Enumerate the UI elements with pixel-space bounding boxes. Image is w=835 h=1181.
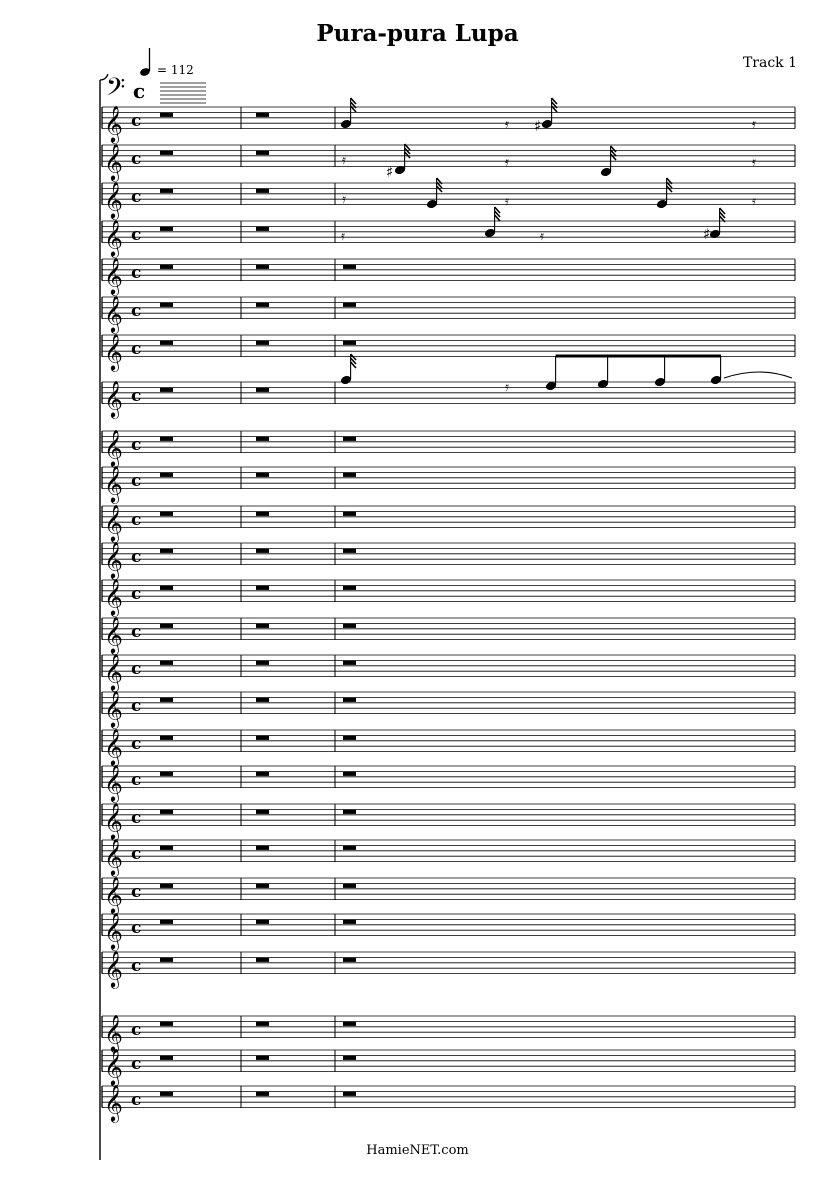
whole-rest bbox=[160, 437, 173, 441]
tie bbox=[724, 372, 792, 378]
time-signature: c bbox=[131, 696, 142, 717]
time-signature: c bbox=[131, 808, 142, 829]
staff-12 bbox=[102, 541, 795, 580]
staff-21 bbox=[102, 876, 795, 915]
treble-clef-icon: 𝄞 bbox=[104, 218, 123, 257]
whole-rest bbox=[160, 512, 173, 516]
rest-icon: 𝄿 bbox=[505, 155, 509, 170]
whole-rest bbox=[160, 113, 173, 117]
whole-rest bbox=[160, 151, 173, 155]
whole-rest bbox=[160, 661, 173, 665]
treble-clef-icon: 𝄞 bbox=[104, 949, 123, 988]
staff-6 bbox=[102, 295, 795, 334]
whole-rest bbox=[343, 1092, 356, 1096]
staff-26 bbox=[102, 1084, 795, 1123]
treble-clef-icon: 𝄞 bbox=[104, 294, 123, 333]
bass-clef-icon: 𝄢 bbox=[106, 73, 126, 108]
treble-clef-icon: 𝄞 bbox=[104, 1083, 123, 1122]
whole-rest bbox=[343, 512, 356, 516]
staff-5 bbox=[102, 257, 795, 296]
staff-20 bbox=[102, 838, 795, 877]
whole-rest bbox=[343, 920, 356, 924]
treble-clef-icon: 𝄞 bbox=[104, 837, 123, 876]
score-title: Pura-pura Lupa bbox=[316, 20, 519, 47]
time-signature: c bbox=[131, 339, 142, 360]
whole-rest bbox=[343, 846, 356, 850]
treble-clef-icon: 𝄞 bbox=[104, 379, 123, 418]
whole-rest bbox=[256, 113, 269, 117]
treble-clef-icon: 𝄞 bbox=[104, 104, 123, 143]
time-signature: c bbox=[131, 225, 142, 246]
rest-icon: 𝄿 bbox=[341, 229, 345, 244]
time-signature: c bbox=[131, 770, 142, 791]
whole-rest bbox=[160, 736, 173, 740]
whole-rest bbox=[343, 303, 356, 307]
whole-rest bbox=[256, 227, 269, 231]
whole-rest bbox=[256, 586, 269, 590]
whole-rest bbox=[160, 1092, 173, 1096]
time-signature: c bbox=[131, 471, 142, 492]
staff-9 bbox=[102, 429, 795, 468]
track-label: Track 1 bbox=[742, 55, 797, 71]
treble-clef-icon: 𝄞 bbox=[104, 503, 123, 542]
time-signature: c bbox=[133, 79, 146, 103]
time-signature: c bbox=[131, 622, 142, 643]
whole-rest bbox=[256, 303, 269, 307]
whole-rest bbox=[343, 586, 356, 590]
staff-3 bbox=[102, 181, 795, 220]
whole-rest bbox=[160, 586, 173, 590]
whole-rest bbox=[256, 473, 269, 477]
whole-rest bbox=[256, 884, 269, 888]
rest-icon: 𝄿 bbox=[505, 194, 509, 209]
whole-rest bbox=[343, 473, 356, 477]
whole-rest bbox=[160, 810, 173, 814]
whole-rest bbox=[256, 341, 269, 345]
treble-clef-icon: 𝄞 bbox=[104, 464, 123, 503]
sharp-icon: ♯ bbox=[386, 163, 394, 181]
whole-rest bbox=[256, 846, 269, 850]
whole-rest bbox=[256, 920, 269, 924]
whole-rest bbox=[343, 549, 356, 553]
whole-rest bbox=[160, 772, 173, 776]
time-signature: c bbox=[131, 734, 142, 755]
whole-rest bbox=[256, 772, 269, 776]
whole-rest bbox=[160, 265, 173, 269]
treble-clef-icon: 𝄞 bbox=[104, 875, 123, 914]
staff-17 bbox=[102, 728, 795, 767]
whole-rest bbox=[343, 884, 356, 888]
treble-clef-icon: 𝄞 bbox=[104, 180, 123, 219]
time-signature: c bbox=[131, 1054, 142, 1075]
whole-rest bbox=[160, 624, 173, 628]
whole-rest bbox=[343, 698, 356, 702]
treble-clef-icon: 𝄞 bbox=[104, 540, 123, 579]
time-signature: c bbox=[131, 844, 142, 865]
time-signature: c bbox=[131, 263, 142, 284]
time-signature: c bbox=[131, 547, 142, 568]
time-signature: c bbox=[131, 187, 142, 208]
rest-icon: 𝄿 bbox=[505, 380, 509, 395]
treble-clef-icon: 𝄞 bbox=[104, 1047, 123, 1086]
whole-rest bbox=[256, 661, 269, 665]
whole-rest bbox=[160, 958, 173, 962]
time-signature: c bbox=[131, 435, 142, 456]
bass-staff bbox=[106, 73, 206, 108]
staff-19 bbox=[102, 802, 795, 841]
tempo-value: = 112 bbox=[157, 63, 194, 77]
time-signature: c bbox=[131, 301, 142, 322]
whole-rest bbox=[256, 1056, 269, 1060]
whole-rest bbox=[343, 341, 356, 345]
whole-rest bbox=[256, 1022, 269, 1026]
whole-rest bbox=[160, 920, 173, 924]
staff-14 bbox=[102, 616, 795, 655]
staff-8 bbox=[102, 380, 795, 419]
rest-icon: 𝄿 bbox=[540, 229, 544, 244]
staff-group bbox=[102, 105, 795, 1123]
treble-clef-icon: 𝄞 bbox=[104, 577, 123, 616]
staff-18 bbox=[102, 764, 795, 803]
staff-11 bbox=[102, 504, 795, 543]
footer-credit: HamieNET.com bbox=[366, 1143, 469, 1158]
time-signature: c bbox=[131, 1090, 142, 1111]
whole-rest bbox=[160, 388, 173, 392]
staff-10 bbox=[102, 465, 795, 504]
staff-16 bbox=[102, 690, 795, 729]
whole-rest bbox=[256, 810, 269, 814]
rest-icon: 𝄿 bbox=[752, 155, 756, 170]
staff-13 bbox=[102, 578, 795, 617]
whole-rest bbox=[256, 1092, 269, 1096]
whole-rest bbox=[160, 341, 173, 345]
whole-rest bbox=[256, 437, 269, 441]
staff-25 bbox=[102, 1048, 795, 1087]
time-signature: c bbox=[131, 584, 142, 605]
rest-icon: 𝄿 bbox=[342, 153, 346, 168]
whole-rest bbox=[256, 151, 269, 155]
treble-clef-icon: 𝄞 bbox=[104, 689, 123, 728]
whole-rest bbox=[256, 736, 269, 740]
staff-23 bbox=[102, 950, 795, 989]
whole-rest bbox=[160, 303, 173, 307]
treble-clef-icon: 𝄞 bbox=[104, 256, 123, 295]
rest-icon: 𝄿 bbox=[505, 117, 509, 132]
whole-rest bbox=[343, 1022, 356, 1026]
whole-rest bbox=[256, 388, 269, 392]
whole-rest bbox=[256, 958, 269, 962]
whole-rest bbox=[256, 624, 269, 628]
whole-rest bbox=[343, 437, 356, 441]
staff-4 bbox=[102, 219, 795, 258]
note-group bbox=[340, 98, 792, 395]
whole-rest bbox=[343, 736, 356, 740]
treble-clef-icon: 𝄞 bbox=[104, 801, 123, 840]
staff-15 bbox=[102, 653, 795, 692]
staff-24 bbox=[102, 1014, 795, 1053]
whole-rest bbox=[343, 1056, 356, 1060]
rest-icon: 𝄿 bbox=[342, 192, 346, 207]
whole-rest bbox=[160, 227, 173, 231]
time-signature: c bbox=[131, 882, 142, 903]
treble-clef-icon: 𝄞 bbox=[104, 763, 123, 802]
time-signature: c bbox=[131, 149, 142, 170]
sharp-icon: ♯ bbox=[703, 225, 711, 243]
tempo-marking bbox=[139, 48, 194, 77]
time-signature: c bbox=[131, 1020, 142, 1041]
whole-rest bbox=[343, 265, 356, 269]
whole-rest bbox=[160, 846, 173, 850]
whole-rest bbox=[256, 265, 269, 269]
treble-clef-icon: 𝄞 bbox=[104, 727, 123, 766]
whole-rest bbox=[256, 698, 269, 702]
treble-clef-icon: 𝄞 bbox=[104, 615, 123, 654]
treble-clef-icon: 𝄞 bbox=[104, 1013, 123, 1052]
sharp-icon: ♯ bbox=[534, 117, 542, 135]
treble-clef-icon: 𝄞 bbox=[104, 428, 123, 467]
treble-clef-icon: 𝄞 bbox=[104, 911, 123, 950]
staff-22 bbox=[102, 912, 795, 951]
whole-rest bbox=[343, 772, 356, 776]
whole-rest bbox=[256, 549, 269, 553]
time-signature: c bbox=[131, 918, 142, 939]
treble-clef-icon: 𝄞 bbox=[104, 652, 123, 691]
whole-rest bbox=[160, 473, 173, 477]
whole-rest bbox=[160, 698, 173, 702]
staff-1 bbox=[102, 105, 795, 144]
treble-clef-icon: 𝄞 bbox=[104, 332, 123, 371]
whole-rest bbox=[160, 549, 173, 553]
whole-rest bbox=[160, 189, 173, 193]
time-signature: c bbox=[131, 659, 142, 680]
staff-2 bbox=[102, 143, 795, 182]
whole-rest bbox=[160, 1022, 173, 1026]
whole-rest bbox=[343, 624, 356, 628]
rest-icon: 𝄿 bbox=[752, 194, 756, 209]
whole-rest bbox=[256, 512, 269, 516]
treble-clef-icon: 𝄞 bbox=[104, 142, 123, 181]
time-signature: c bbox=[131, 386, 142, 407]
rest-icon: 𝄿 bbox=[752, 117, 756, 132]
time-signature: c bbox=[131, 111, 142, 132]
whole-rest bbox=[256, 189, 269, 193]
whole-rest bbox=[343, 958, 356, 962]
whole-rest bbox=[160, 1056, 173, 1060]
time-signature: c bbox=[131, 956, 142, 977]
time-signature: c bbox=[131, 510, 142, 531]
whole-rest bbox=[343, 661, 356, 665]
staff-7 bbox=[102, 333, 795, 372]
whole-rest bbox=[343, 810, 356, 814]
whole-rest bbox=[160, 884, 173, 888]
